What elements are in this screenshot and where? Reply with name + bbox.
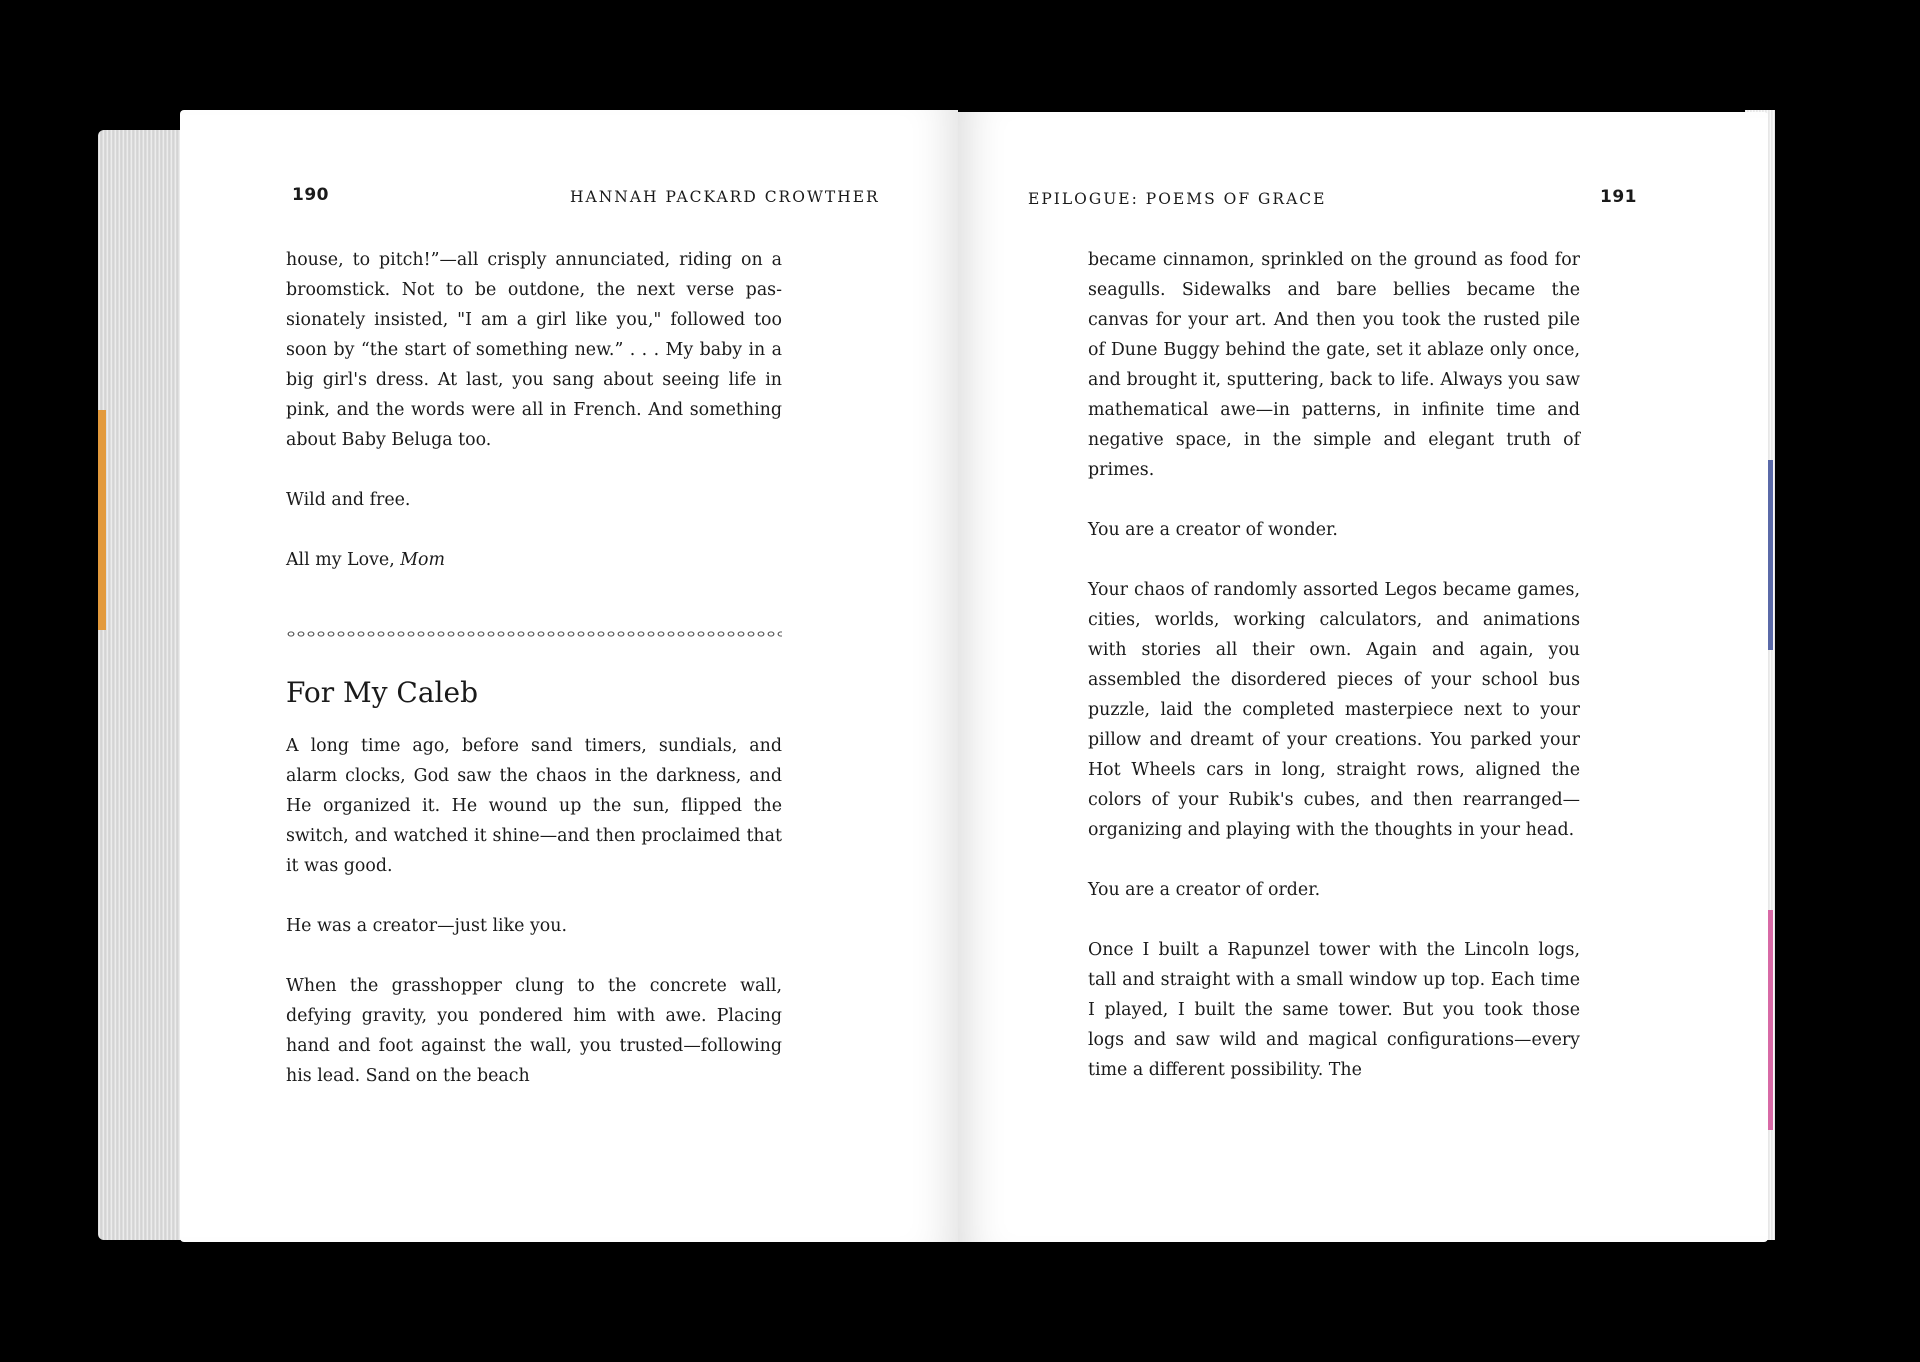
right-running-head: EPILOGUE: POEMS OF GRACE xyxy=(1028,190,1327,208)
orange-tab-marker xyxy=(98,410,106,630)
right-page-number: 191 xyxy=(1600,187,1637,207)
signoff-name: Mom xyxy=(400,550,446,570)
right-paragraph-1: became cinnamon, sprinkled on the ground as food for seagulls. Sidewalks and bare bellies became the canvas for your art. And then you took the rusted pile of Dune Buggy behind the gate, set it ablaze only once, and brought it, sputtering, back to life. Always you saw mathematical awe—in patterns, in infinite time and negative space, in the simple and elegant truth of primes. xyxy=(1088,250,1580,480)
left-paragraph-1: house, to pitch!”—all crisply annunciated, riding on a broomstick. Not to be outdone, the next verse passionately insisted, "I am a girl like you," followed too soon by “the start of something new.” . . . My baby in a big girl's dress. At last, you sang about seeing life in pink, and the words were all in French. And something about Baby Beluga too. xyxy=(286,250,782,450)
section-title: For My Caleb xyxy=(286,676,478,709)
left-running-head: HANNAH PACKARD CROWTHER xyxy=(570,188,880,206)
right-paragraph-3: Your chaos of randomly assorted Legos became games, cities, worlds, working calculators, and animations with stories all their own. Again and again, you assembled the disordered pieces of your school bus puzzle, laid the completed masterpiece next to your pillow and dreamt of your creations. You parked your Hot Wheels cars in long, straight rows, aligned the colors of your Rubik's cubes, and then rearranged—organizing and playing with the thoughts in your head. xyxy=(1088,580,1580,840)
page-edges-left xyxy=(98,130,188,1240)
left-paragraph-2: Wild and free. xyxy=(286,490,411,510)
section-paragraph-2: He was a creator—just like you. xyxy=(286,916,568,936)
right-text-block xyxy=(1088,245,1580,1085)
right-paragraph-2: You are a creator of wonder. xyxy=(1088,520,1338,540)
section-paragraph-1: A long time ago, before sand timers, sundials, and alarm clocks, God saw the chaos in the darkness, and He organized it. He wound up the sun, flipped the switch, and watched it shine—and then proclaimed that it was good. xyxy=(286,736,782,876)
signoff xyxy=(286,545,782,575)
left-page-number: 190 xyxy=(292,185,329,205)
left-text-block xyxy=(286,245,782,1091)
section-divider-ornament xyxy=(286,627,782,641)
right-page xyxy=(958,112,1768,1242)
right-paragraph-5: Once I built a Rapunzel tower with the Lincoln logs, tall and straight with a small window up top. Each time I played, I built the same tower. But you took those logs and saw wild and magical configurations—every time a different possibility. The xyxy=(1088,940,1580,1080)
signoff-text: All my Love, xyxy=(286,550,401,570)
section-paragraph-3: When the grasshopper clung to the concrete wall, defying gravity, you pondered him with awe. Placing hand and foot against the wall, you trusted—following his lead. Sand on the beach xyxy=(286,976,782,1086)
left-page xyxy=(180,110,958,1242)
right-paragraph-4: You are a creator of order. xyxy=(1088,880,1321,900)
